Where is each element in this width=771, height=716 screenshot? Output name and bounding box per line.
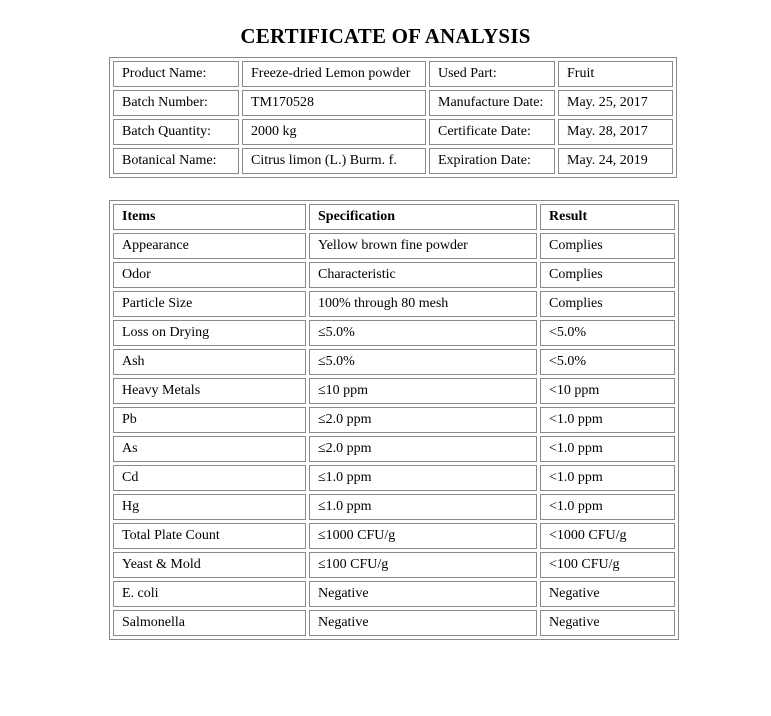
table-row	[113, 610, 675, 636]
expiration-date-label: Expiration Date:	[429, 148, 555, 174]
item-cell: Yeast & Mold	[113, 552, 306, 578]
table-row	[113, 349, 675, 375]
spec-cell: ≤1.0 ppm	[309, 465, 537, 491]
batch-number-label: Batch Number:	[113, 90, 239, 116]
certificate-date-value: May. 28, 2017	[558, 119, 673, 145]
result-cell: Negative	[540, 610, 675, 636]
spec-cell: ≤5.0%	[309, 349, 537, 375]
item-cell: Salmonella	[113, 610, 306, 636]
result-cell: <1.0 ppm	[540, 436, 675, 462]
spec-cell: Yellow brown fine powder	[309, 233, 537, 259]
item-cell: Pb	[113, 407, 306, 433]
table-row	[113, 407, 675, 433]
table-row	[113, 119, 673, 145]
used-part-value: Fruit	[558, 61, 673, 87]
item-cell: Appearance	[113, 233, 306, 259]
result-cell: <1.0 ppm	[540, 494, 675, 520]
table-row	[113, 494, 675, 520]
table-row	[113, 61, 673, 87]
batch-quantity-label: Batch Quantity:	[113, 119, 239, 145]
result-cell: <1.0 ppm	[540, 407, 675, 433]
table-row	[113, 436, 675, 462]
result-cell: <5.0%	[540, 349, 675, 375]
item-cell: Ash	[113, 349, 306, 375]
table-row	[113, 523, 675, 549]
result-cell: <5.0%	[540, 320, 675, 346]
table-row	[113, 581, 675, 607]
item-cell: Hg	[113, 494, 306, 520]
spec-cell: Negative	[309, 581, 537, 607]
result-cell: Complies	[540, 262, 675, 288]
table-row	[113, 262, 675, 288]
spec-cell: ≤5.0%	[309, 320, 537, 346]
manufacture-date-label: Manufacture Date:	[429, 90, 555, 116]
spec-cell: Characteristic	[309, 262, 537, 288]
product-name-value: Freeze-dried Lemon powder	[242, 61, 426, 87]
item-cell: Particle Size	[113, 291, 306, 317]
certificate-date-label: Certificate Date:	[429, 119, 555, 145]
table-row	[113, 552, 675, 578]
item-cell: Cd	[113, 465, 306, 491]
table-row	[113, 291, 675, 317]
botanical-name-value: Citrus limon (L.) Burm. f.	[242, 148, 426, 174]
result-cell: <10 ppm	[540, 378, 675, 404]
table-row	[113, 233, 675, 259]
spec-cell: 100% through 80 mesh	[309, 291, 537, 317]
item-cell: E. coli	[113, 581, 306, 607]
batch-number-value: TM170528	[242, 90, 426, 116]
analysis-results-table	[109, 200, 679, 640]
spec-cell: ≤1.0 ppm	[309, 494, 537, 520]
used-part-label: Used Part:	[429, 61, 555, 87]
product-name-label: Product Name:	[113, 61, 239, 87]
spec-cell: Negative	[309, 610, 537, 636]
product-info-table	[109, 57, 677, 178]
spec-cell: ≤2.0 ppm	[309, 407, 537, 433]
item-cell: Heavy Metals	[113, 378, 306, 404]
header-items: Items	[113, 204, 306, 230]
result-cell: <1.0 ppm	[540, 465, 675, 491]
spec-cell: ≤100 CFU/g	[309, 552, 537, 578]
spec-cell: ≤10 ppm	[309, 378, 537, 404]
header-result: Result	[540, 204, 675, 230]
result-cell: Negative	[540, 581, 675, 607]
item-cell: Loss on Drying	[113, 320, 306, 346]
manufacture-date-value: May. 25, 2017	[558, 90, 673, 116]
spec-cell: ≤1000 CFU/g	[309, 523, 537, 549]
item-cell: Total Plate Count	[113, 523, 306, 549]
result-cell: <1000 CFU/g	[540, 523, 675, 549]
header-specification: Specification	[309, 204, 537, 230]
botanical-name-label: Botanical Name:	[113, 148, 239, 174]
table-row	[113, 465, 675, 491]
table-row	[113, 148, 673, 174]
item-cell: As	[113, 436, 306, 462]
table-row	[113, 378, 675, 404]
table-row	[113, 320, 675, 346]
expiration-date-value: May. 24, 2019	[558, 148, 673, 174]
table-row	[113, 90, 673, 116]
batch-quantity-value: 2000 kg	[242, 119, 426, 145]
result-cell: Complies	[540, 233, 675, 259]
result-cell: Complies	[540, 291, 675, 317]
spec-cell: ≤2.0 ppm	[309, 436, 537, 462]
result-cell: <100 CFU/g	[540, 552, 675, 578]
page-title: CERTIFICATE OF ANALYSIS	[240, 24, 531, 48]
item-cell: Odor	[113, 262, 306, 288]
table-header-row	[113, 204, 675, 230]
